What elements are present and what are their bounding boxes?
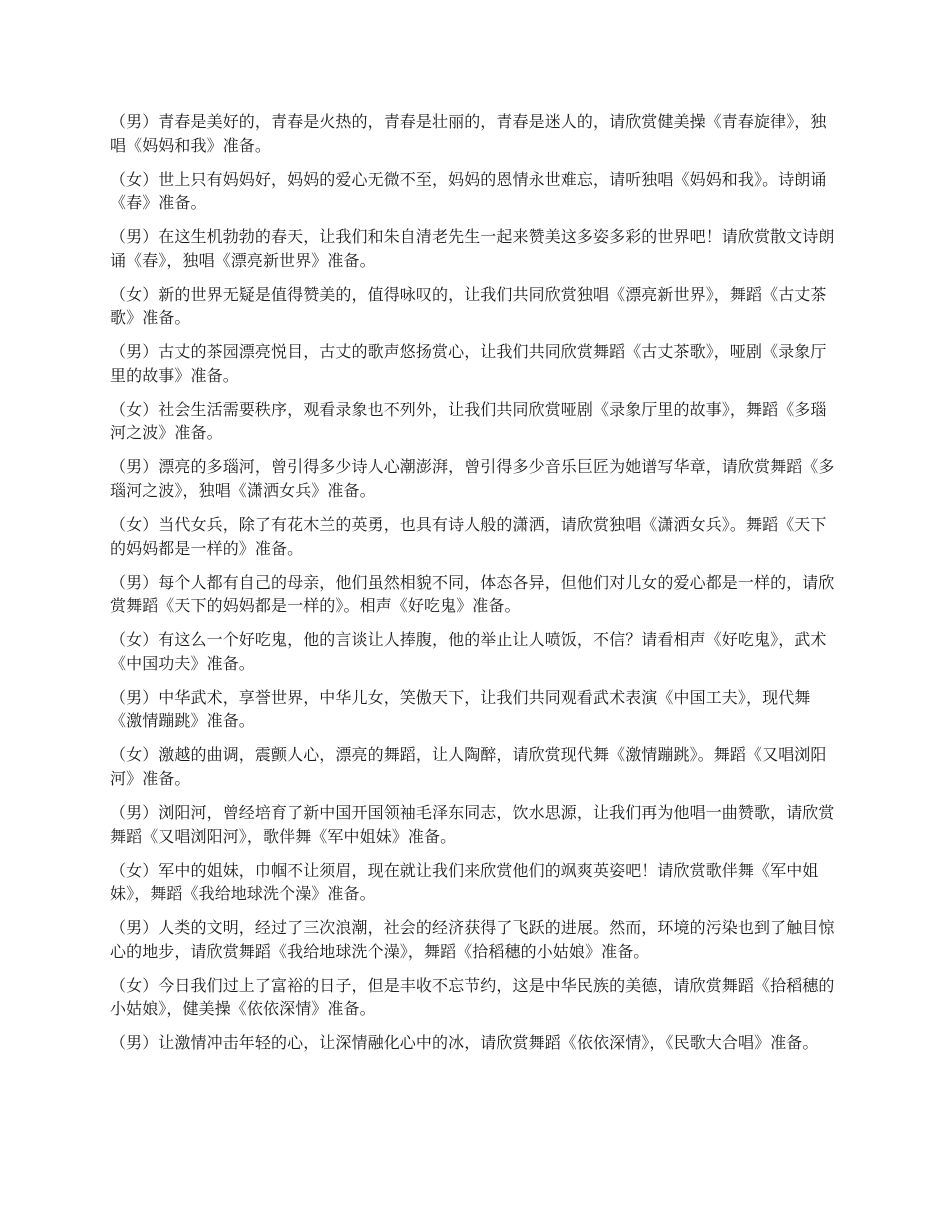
paragraph: （男）漂亮的多瑙河，曾引得多少诗人心潮澎湃，曾引得多少音乐巨匠为她谱写华章，请欣赏舞蹈《多瑙河之波》，独唱《潇洒女兵》准备。	[110, 457, 835, 501]
paragraph: （男）让激情冲击年轻的心，让深情融化心中的冰，请欣赏舞蹈《依依深情》，《民歌大合唱》准备。	[110, 1033, 819, 1053]
paragraph: （男）每个人都有自己的母亲，他们虽然相貌不同，体态各异，但他们对儿女的爱心都是一样的，请欣赏舞蹈《天下的妈妈都是一样的》。相声《好吃鬼》准备。	[110, 572, 835, 616]
paragraph: （女）有这么一个好吃鬼，他的言谈让人捧腹，他的举止让人喷饭，不信？请看相声《好吃鬼》，武术《中国功夫》准备。	[110, 630, 827, 673]
paragraph: （男）中华武术，享誉世界，中华儿女，笑傲天下，让我们共同观看武术表演《中国工夫》，现代舞《激情蹦跳》准备。	[110, 687, 811, 731]
paragraph: （女）世上只有妈妈好，妈妈的爱心无微不至，妈妈的恩情永世难忘，请听独唱《妈妈和我》。诗朗诵《春》准备。	[110, 169, 827, 213]
paragraph: （男）青春是美好的，青春是火热的，青春是壮丽的，青春是迷人的，请欣赏健美操《青春旋律》，独唱《妈妈和我》准备。	[110, 112, 827, 155]
paragraph: （男）浏阳河，曾经培育了新中国开国领袖毛泽东同志，饮水思源，让我们再为他唱一曲赞歌，请欣赏舞蹈《又唱浏阳河》，歌伴舞《军中姐妹》准备。	[110, 802, 835, 846]
paragraph: （女）军中的姐妹，巾帼不让须眉，现在就让我们来欣赏他们的飒爽英姿吧！请欣赏歌伴舞《军中姐妹》，舞蹈《我给地球洗个澡》准备。	[110, 860, 819, 904]
paragraph: （男）在这生机勃勃的春天，让我们和朱自清老先生一起来赞美这多姿多彩的世界吧！请欣赏散文诗朗诵《春》，独唱《漂亮新世界》准备。	[110, 227, 835, 270]
paragraph: （男）古丈的茶园漂亮悦目，古丈的歌声悠扬赏心，让我们共同欣赏舞蹈《古丈茶歌》，哑剧《录象厅里的故事》准备。	[110, 342, 827, 385]
paragraph: （女）新的世界无疑是值得赞美的，值得咏叹的，让我们共同欣赏独唱《漂亮新世界》，舞蹈《古丈茶歌》准备。	[110, 284, 827, 328]
paragraph: （女）当代女兵，除了有花木兰的英勇，也具有诗人般的潇洒，请欣赏独唱《潇洒女兵》。舞蹈《天下的妈妈都是一样的》准备。	[110, 515, 827, 558]
paragraph: （女）今日我们过上了富裕的日子，但是丰收不忘节约，这是中华民族的美德，请欣赏舞蹈《拾稻穗的小姑娘》，健美操《依依深情》准备。	[110, 975, 835, 1019]
paragraph: （女）激越的曲调，震颤人心，漂亮的舞蹈，让人陶醉，请欣赏现代舞《激情蹦跳》。舞蹈《又唱浏阳河》准备。	[110, 745, 827, 788]
paragraph: （女）社会生活需要秩序，观看录象也不列外，让我们共同欣赏哑剧《录象厅里的故事》，舞蹈《多瑙河之波》准备。	[110, 399, 827, 443]
paragraph: （男）人类的文明，经过了三次浪潮，社会的经济获得了飞跃的进展。然而，环境的污染也到了触目惊心的地步，请欣赏舞蹈《我给地球洗个澡》，舞蹈《拾稻穗的小姑娘》准备。	[110, 918, 835, 961]
